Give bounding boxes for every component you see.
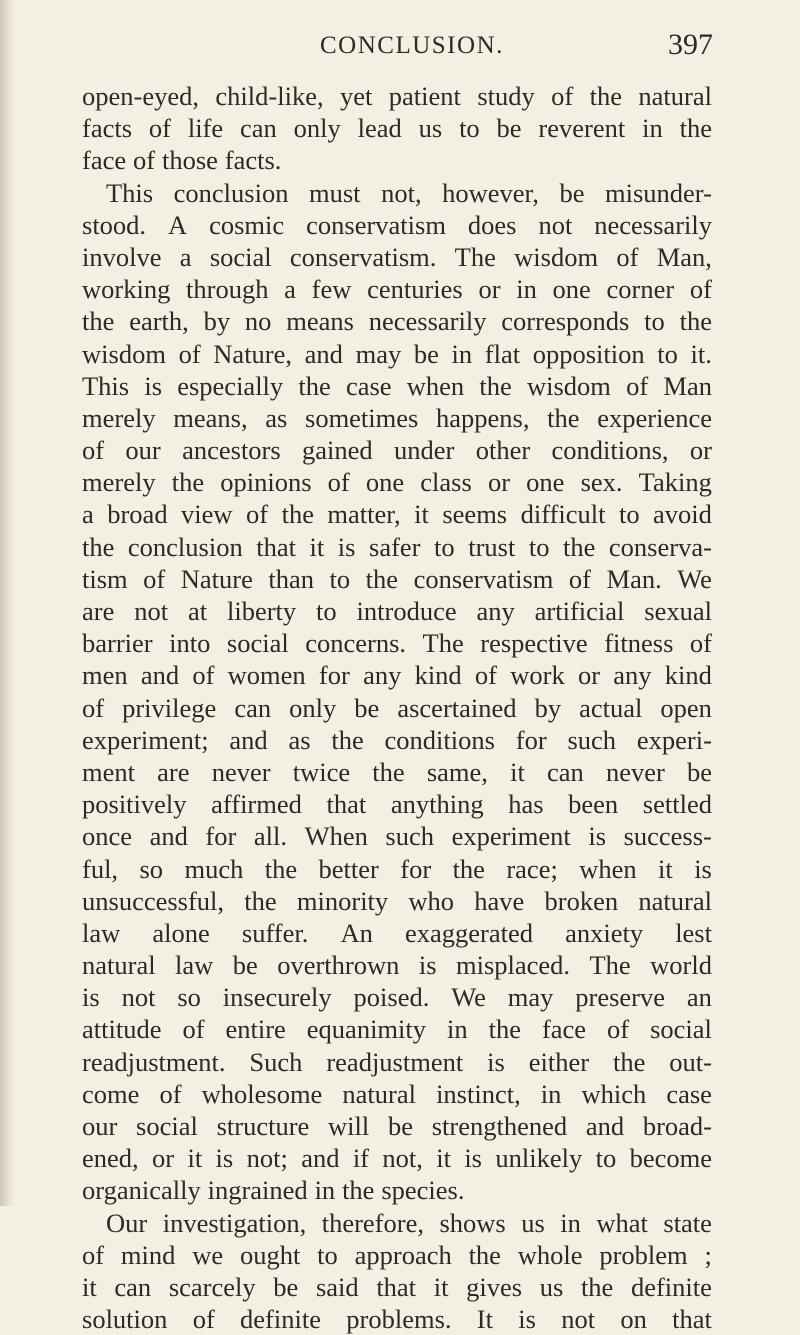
text-line: the earth, by no means necessarily corresponds to the <box>82 306 712 337</box>
text-line: is not so insecurely poised. We may preserve an <box>82 982 712 1013</box>
text-line: barrier into social concerns. The respective fitness of <box>82 628 712 659</box>
text-line: law alone suffer. An exaggerated anxiety lest <box>82 917 712 948</box>
text-line: of our ancestors gained under other conditions, or <box>82 435 712 466</box>
text-line: attitude of entire equanimity in the face of social <box>82 1014 712 1045</box>
text-line: our social structure will be strengthened and broad- <box>82 1111 712 1141</box>
running-head: CONCLUSION. <box>320 32 504 59</box>
text-line: come of wholesome natural instinct, in which case <box>82 1078 712 1109</box>
text-line: natural law be overthrown is misplaced. The world <box>82 950 712 981</box>
text-line: organically ingrained in the species. <box>82 1175 465 1206</box>
page-header <box>0 28 800 68</box>
text-line: Our investigation, therefore, shows us in what state <box>106 1207 712 1238</box>
text-line: wisdom of Nature, and may be in flat opposition to it. <box>82 338 712 369</box>
text-line: open-eyed, child-like, yet patient study of the natural <box>82 81 712 111</box>
text-line: the conclusion that it is safer to trust to the conserva- <box>82 531 712 562</box>
text-line: of mind we ought to approach the whole problem ; <box>82 1239 712 1270</box>
text-line: positively affirmed that anything has been settled <box>82 789 712 820</box>
text-line: involve a social conservatism. The wisdom of Man, <box>82 241 712 272</box>
text-line: face of those facts. <box>82 145 282 176</box>
text-line: merely the opinions of one class or one sex. Taking <box>82 467 712 498</box>
text-line: solution of definite problems. It is not on that <box>82 1304 712 1335</box>
text-line: This is especially the case when the wisdom of Man <box>82 370 712 401</box>
text-line: merely means, as sometimes happens, the experience <box>82 402 712 433</box>
text-line: it can scarcely be said that it gives us the definite <box>82 1271 712 1302</box>
text-line: men and of women for any kind of work or any kind <box>82 660 712 691</box>
text-line: ful, so much the better for the race; when it is <box>82 853 712 884</box>
text-line: of privilege can only be ascertained by actual open <box>82 692 712 723</box>
text-line: unsuccessful, the minority who have broken natural <box>82 885 712 916</box>
text-line: readjustment. Such readjustment is either the out- <box>82 1046 712 1077</box>
page-number: 397 <box>668 28 713 61</box>
text-line: ened, or it is not; and if not, it is unlikely to become <box>82 1143 712 1174</box>
binding-gutter <box>0 0 14 1206</box>
text-line: are not at liberty to introduce any artificial sexual <box>82 596 712 626</box>
text-line: working through a few centuries or in one corner of <box>82 274 712 305</box>
text-line: tism of Nature than to the conservatism of Man. We <box>82 563 712 594</box>
text-line: a broad view of the matter, it seems difficult to avoid <box>82 499 712 530</box>
text-line: facts of life can only lead us to be reverent in the <box>82 113 712 144</box>
text-line: once and for all. When such experiment is success- <box>82 821 712 852</box>
body-text <box>82 80 712 1335</box>
text-line: experiment; and as the conditions for such experi- <box>82 724 712 755</box>
text-line: This conclusion must not, however, be misunder- <box>106 177 712 208</box>
text-line: stood. A cosmic conservatism does not necessarily <box>82 209 712 240</box>
text-line: ment are never twice the same, it can never be <box>82 756 712 787</box>
